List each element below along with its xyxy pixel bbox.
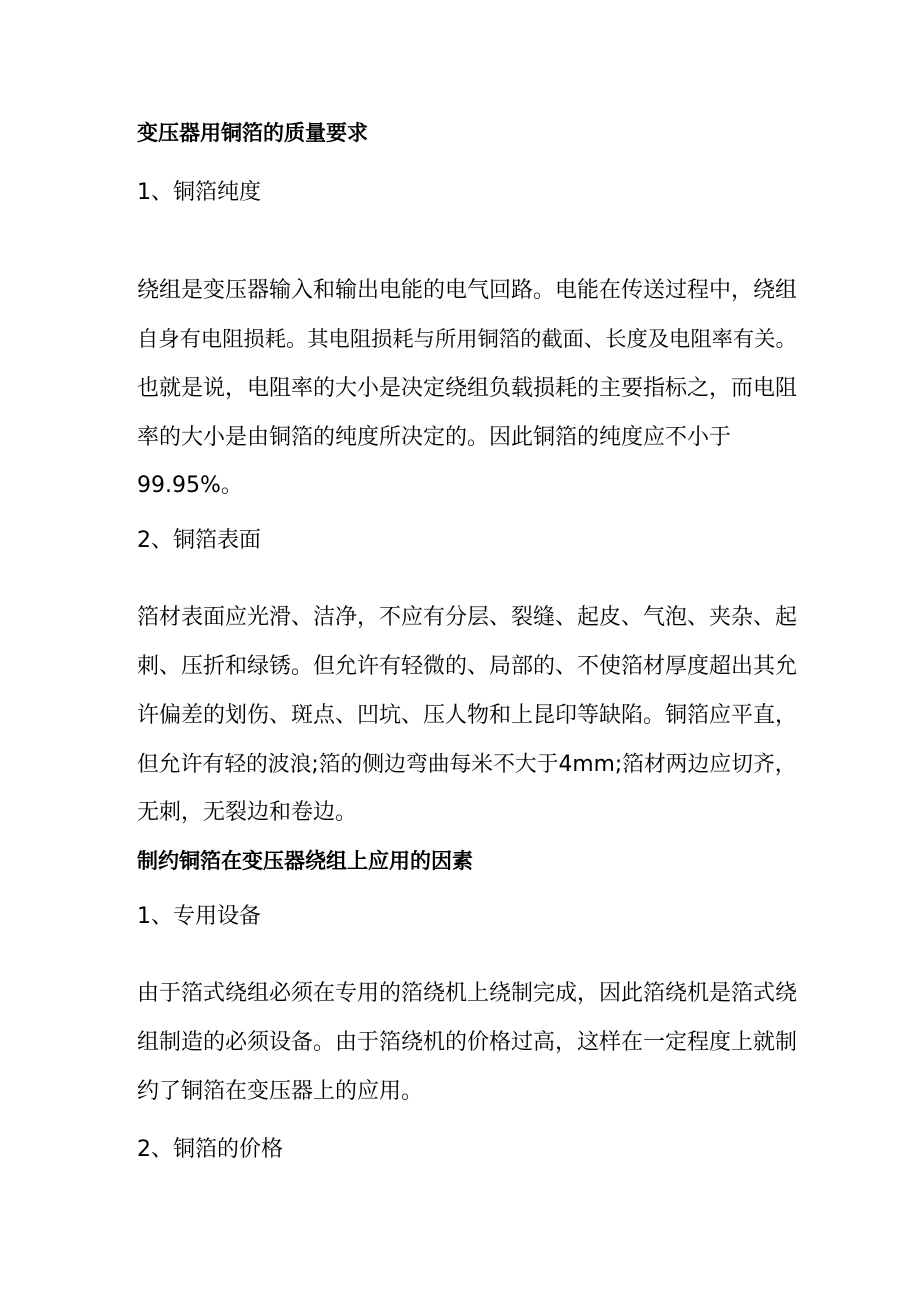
paragraph-purity-line: 率的大小是由铜箔的纯度所决定的。因此铜箔的纯度应不小于 bbox=[137, 425, 732, 450]
paragraph-equipment-line: 由于箔式绕组必须在专用的箔绕机上绕制完成，因此箔绕机是箔式绕 bbox=[137, 981, 798, 1006]
paragraph-surface-line: 无刺，无裂边和卷边。 bbox=[137, 800, 358, 825]
subheading-price: 2、铜箔的价格 bbox=[137, 1137, 283, 1162]
paragraph-equipment-line: 约了铜箔在变压器上的应用。 bbox=[137, 1079, 424, 1104]
section-heading-factors: 制约铜箔在变压器绕组上应用的因素 bbox=[137, 849, 473, 873]
paragraph-surface-line: 许偏差的划伤、斑点、凹坑、压人物和上昆印等缺陷。铜箔应平直， bbox=[137, 703, 798, 728]
paragraph-purity-line: 99.95%。 bbox=[137, 473, 243, 498]
paragraph-surface-line: 刺、压折和绿锈。但允许有轻微的、局部的、不使箔材厚度超出其允 bbox=[137, 654, 798, 679]
subheading-surface: 2、铜箔表面 bbox=[137, 528, 261, 553]
subheading-purity: 1、铜箔纯度 bbox=[137, 180, 261, 205]
section-heading-quality: 变压器用铜箔的质量要求 bbox=[137, 121, 368, 145]
subheading-equipment: 1、专用设备 bbox=[137, 904, 261, 929]
paragraph-equipment-line: 组制造的必须设备。由于箔绕机的价格过高，这样在一定程度上就制 bbox=[137, 1030, 798, 1055]
paragraph-surface-line: 箔材表面应光滑、洁净，不应有分层、裂缝、起皮、气泡、夹杂、起 bbox=[137, 605, 798, 630]
paragraph-purity-line: 自身有电阻损耗。其电阻损耗与所用铜箔的截面、长度及电阻率有关。 bbox=[137, 327, 797, 352]
paragraph-surface-line: 但允许有轻的波浪;箔的侧边弯曲每米不大于4mm;箔材两边应切齐， bbox=[137, 752, 797, 777]
paragraph-purity-line: 也就是说，电阻率的大小是决定绕组负载损耗的主要指标之，而电阻 bbox=[137, 376, 798, 401]
paragraph-purity-line: 绕组是变压器输入和输出电能的电气回路。电能在传送过程中，绕组 bbox=[137, 278, 798, 303]
